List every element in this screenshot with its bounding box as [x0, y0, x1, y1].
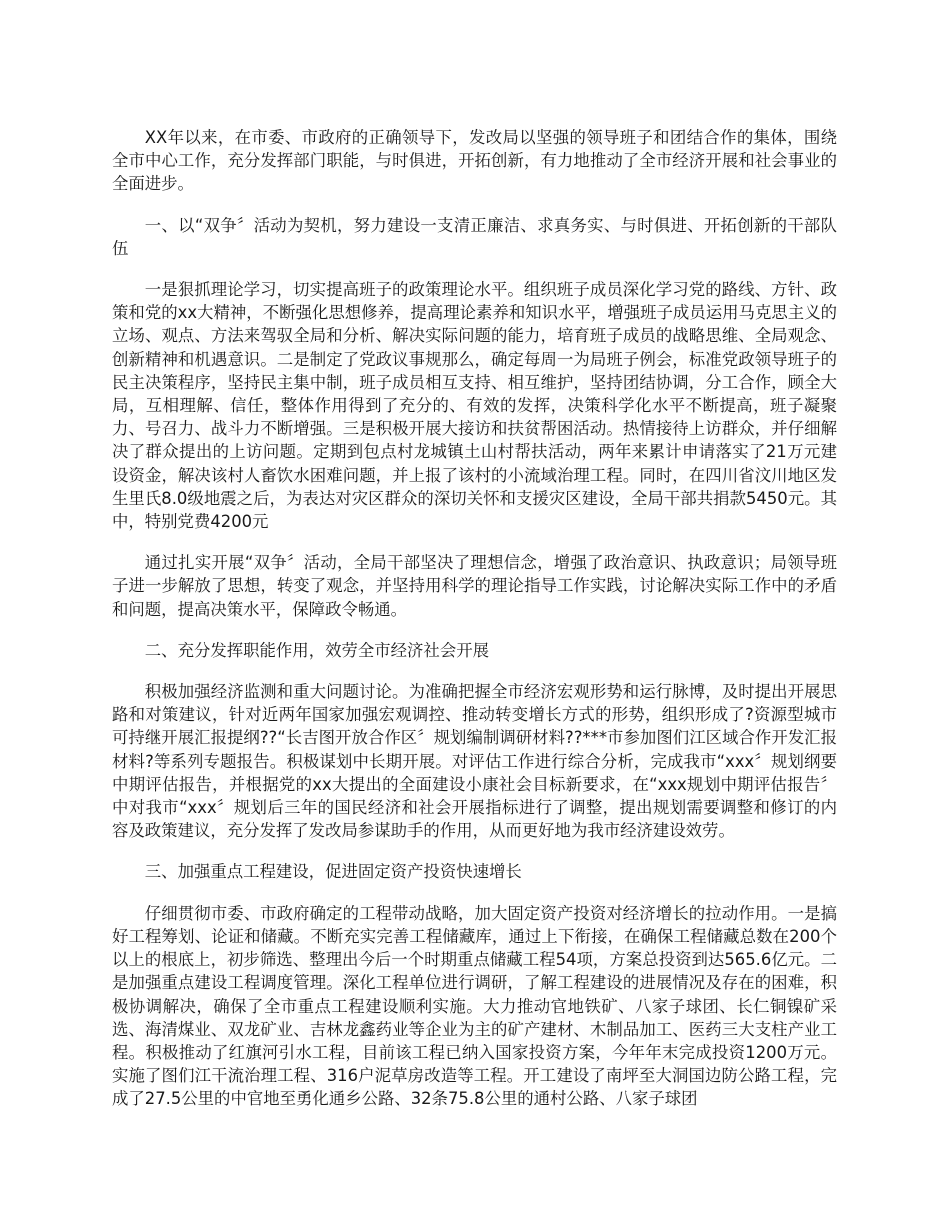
section-heading-3: 三、加强重点工程建设，促进固定资产投资快速增长	[144, 862, 522, 882]
body-paragraph: 仔细贯彻市委、市政府确定的工程带动战略，加大固定资产投资对经济增长的拉动作用。一是搞好工程筹划、论证和储藏。不断充实完善工程储藏库，通过上下衔接，在确保工程储藏总数在200个以上的根底上，初步筛选、整理出今后一个时期重点储藏工程54项，方案总投资到达565.6亿元。二是加强重点建设工程调度管理。深化工程单位进行调研，了解工程建设的进展情况及存在的困难，积极协调解决，确保了全市重点工程建设顺利实施。大力推动官地铁矿、八家子球团、长仁铜镍矿采选、海清煤业、双龙矿业、吉林龙鑫药业等企业为主的矿产建材、木制品加工、医药三大支柱产业工程。积极推动了红旗河引水工程，目前该工程已纳入国家投资方案，今年年末完成投资1200万元。实施了图们江干流治理工程、316户泥草房改造等工程。开工建设了南坪至大洞国边防公路工程，完成了27.5公里的中官地至勇化通乡公路、32条75.8公里的通村公路、八家子球团	[112, 903, 837, 1109]
body-paragraph: 一是狠抓理论学习，切实提高班子的政策理论水平。组织班子成员深化学习党的路线、方针、政策和党的xx大精神，不断强化思想修养，提高理论素养和知识水平，增强班子成员运用马克思主义的立场、观点、方法来驾驭全局和分析、解决实际问题的能力，培育班子成员的战略思维、全局观念、创新精神和机遇意识。二是制定了党政议事规那么，确定每周一为局班子例会，标准党政领导班子的民主决策程序，坚持民主集中制，班子成员相互支持、相互维护，坚持团结协调，分工合作，顾全大局，互相理解、信任，整体作用得到了充分的、有效的发挥，决策科学化水平不断提高，班子凝聚力、号召力、战斗力不断增强。三是积极开展大接访和扶贫帮困活动。热情接待上访群众，并仔细解决了群众提出的上访问题。定期到包点村龙城镇土山村帮扶活动，两年来累计申请落实了21万元建设资金，解决该村人畜饮水困难问题，并上报了该村的小流域治理工程。同时，在四川省汶川地区发生里氏8.0级地震之后，为表达对灾区群众的深切关怀和支援灾区建设，全局干部共捐款5450元。其中，特别党费4200元	[112, 280, 837, 532]
body-paragraph: 通过扎实开展“双争〞活动，全局干部坚决了理想信念，增强了政治意识、执政意识；局领导班子进一步解放了思想，转变了观念，并坚持用科学的理论指导工作实践，讨论解决实际工作中的矛盾和问题，提高决策水平，保障政令畅通。	[112, 553, 837, 619]
section-heading-1: 一、以“双争〞活动为契机，努力建设一支清正廉洁、求真务实、与时俱进、开拓创新的干部队伍	[112, 215, 837, 258]
intro-paragraph: XX年以来，在市委、市政府的正确领导下，发改局以坚强的领导班子和团结合作的集体，围绕全市中心工作，充分发挥部门职能，与时俱进，开拓创新，有力地推动了全市经济开展和社会事业的全面进步。	[112, 128, 837, 194]
document-body	[112, 126, 837, 1129]
section-heading-2: 二、充分发挥职能作用，效劳全市经济社会开展	[144, 640, 489, 660]
body-paragraph: 积极加强经济监测和重大问题讨论。为准确把握全市经济宏观形势和运行脉博，及时提出开展思路和对策建议，针对近两年国家加强宏观调控、推动转变增长方式的形势，组织形成了?资源型城市可持继开展汇报提纲??“长吉图开放合作区〞规划编制调研材料??***市参加图们江区域合作开发汇报材料?等系列专题报告。积极谋划中长期开展。对评估工作进行综合分析，完成我市“xxx〞规划纲要中期评估报告，并根据党的xx大提出的全面建设小康社会目标新要求，在“xxx规划中期评估报告〞中对我市“xxx〞规划后三年的国民经济和社会开展指标进行了调整，提出规划需要调整和修订的内容及政策建议，充分发挥了发改局参谋助手的作用，从而更好地为我市经济建设效劳。	[112, 682, 837, 841]
